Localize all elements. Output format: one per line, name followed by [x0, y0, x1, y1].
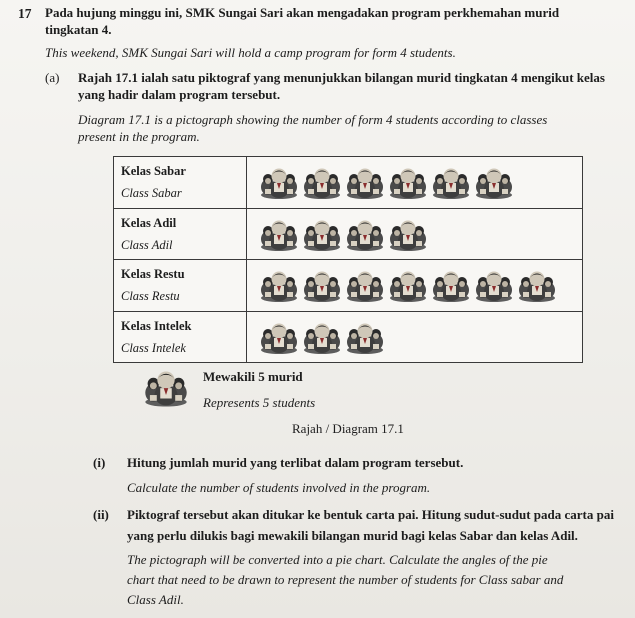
- student-group-icon: [345, 320, 385, 354]
- part-a-label: (a): [45, 70, 60, 85]
- pictograph-row-intelek: [114, 311, 583, 363]
- class-name-malay: Kelas Sabar: [121, 164, 186, 179]
- intro-malay: Pada hujung minggu ini, SMK Sungai Sari akan mengadakan program perkhemahan murid: [45, 5, 560, 20]
- student-group-icon: [259, 320, 299, 354]
- icon-cell: [247, 208, 583, 260]
- key-english: Represents 5 students: [203, 395, 316, 410]
- student-group-icon: [517, 268, 557, 302]
- row-label: [114, 157, 247, 209]
- subquestion-ii-label: (ii): [93, 507, 109, 522]
- pictograph-table: [113, 156, 583, 363]
- class-name-english: Class Restu: [121, 289, 180, 304]
- subquestion-i-label: (i): [93, 455, 106, 470]
- student-group-icon: [259, 165, 299, 199]
- student-group-icon: [302, 165, 342, 199]
- intro-malay-cont: tingkatan 4.: [45, 22, 112, 37]
- class-name-malay: Kelas Restu: [121, 267, 185, 282]
- subquestion-ii-english: The pictograph will be converted into a pie chart. Calculate the angles of the pie: [127, 552, 548, 567]
- part-a-malay-cont: yang hadir dalam program tersebut.: [78, 87, 281, 102]
- subquestion-ii-malay-cont: yang perlu dilukis bagi mewakili bilangan murid bagi kelas Sabar dan kelas Adil.: [127, 528, 578, 543]
- student-group-icon: [302, 217, 342, 251]
- student-group-icon: [302, 268, 342, 302]
- diagram-caption: Rajah / Diagram 17.1: [292, 421, 404, 436]
- subquestion-ii-english-end: Class Adil.: [127, 592, 184, 607]
- row-label: [114, 311, 247, 363]
- student-group-icon: [388, 165, 428, 199]
- subquestion-ii-english-cont: chart that need to be drawn to represent the number of students for Class sabar and: [127, 572, 564, 587]
- student-group-icon: [431, 268, 471, 302]
- pictograph-row-sabar: [114, 157, 583, 209]
- student-group-icon: [388, 268, 428, 302]
- student-group-icon: [474, 268, 514, 302]
- subquestion-i-malay: Hitung jumlah murid yang terlibat dalam program tersebut.: [127, 455, 464, 470]
- class-name-english: Class Sabar: [121, 186, 182, 201]
- student-group-icon: [345, 217, 385, 251]
- student-group-icon: [302, 320, 342, 354]
- row-label: [114, 260, 247, 312]
- student-group-icon: [143, 367, 189, 407]
- student-group-icon: [388, 217, 428, 251]
- student-group-icon: [345, 268, 385, 302]
- student-group-icon: [474, 165, 514, 199]
- icon-cell: [247, 157, 583, 209]
- class-name-malay: Kelas Adil: [121, 215, 177, 230]
- icon-cell: [247, 311, 583, 363]
- key-malay: Mewakili 5 murid: [203, 369, 303, 384]
- subquestion-i-english: Calculate the number of students involved in the program.: [127, 480, 431, 495]
- question-number: 17: [18, 6, 32, 21]
- class-name-english: Class Intelek: [121, 340, 186, 355]
- part-a-english: Diagram 17.1 is a pictograph showing the number of form 4 students according to classes: [78, 112, 548, 127]
- subquestion-ii-malay: Piktograf tersebut akan ditukar ke bentuk carta pai. Hitung sudut-sudut pada carta pai: [127, 507, 614, 522]
- part-a-malay: Rajah 17.1 ialah satu piktograf yang menunjukkan bilangan murid tingkatan 4 mengikut kelas: [78, 70, 605, 85]
- student-group-icon: [345, 165, 385, 199]
- pictograph-row-adil: [114, 208, 583, 260]
- student-group-icon: [259, 268, 299, 302]
- student-group-icon: [431, 165, 471, 199]
- part-a-english-cont: present in the program.: [78, 129, 200, 144]
- class-name-english: Class Adil: [121, 237, 173, 252]
- row-label: [114, 208, 247, 260]
- icon-cell: [247, 260, 583, 312]
- class-name-malay: Kelas Intelek: [121, 318, 192, 333]
- intro-english: This weekend, SMK Sungai Sari will hold a camp program for form 4 students.: [45, 45, 456, 60]
- pictograph-row-restu: [114, 260, 583, 312]
- student-group-icon: [259, 217, 299, 251]
